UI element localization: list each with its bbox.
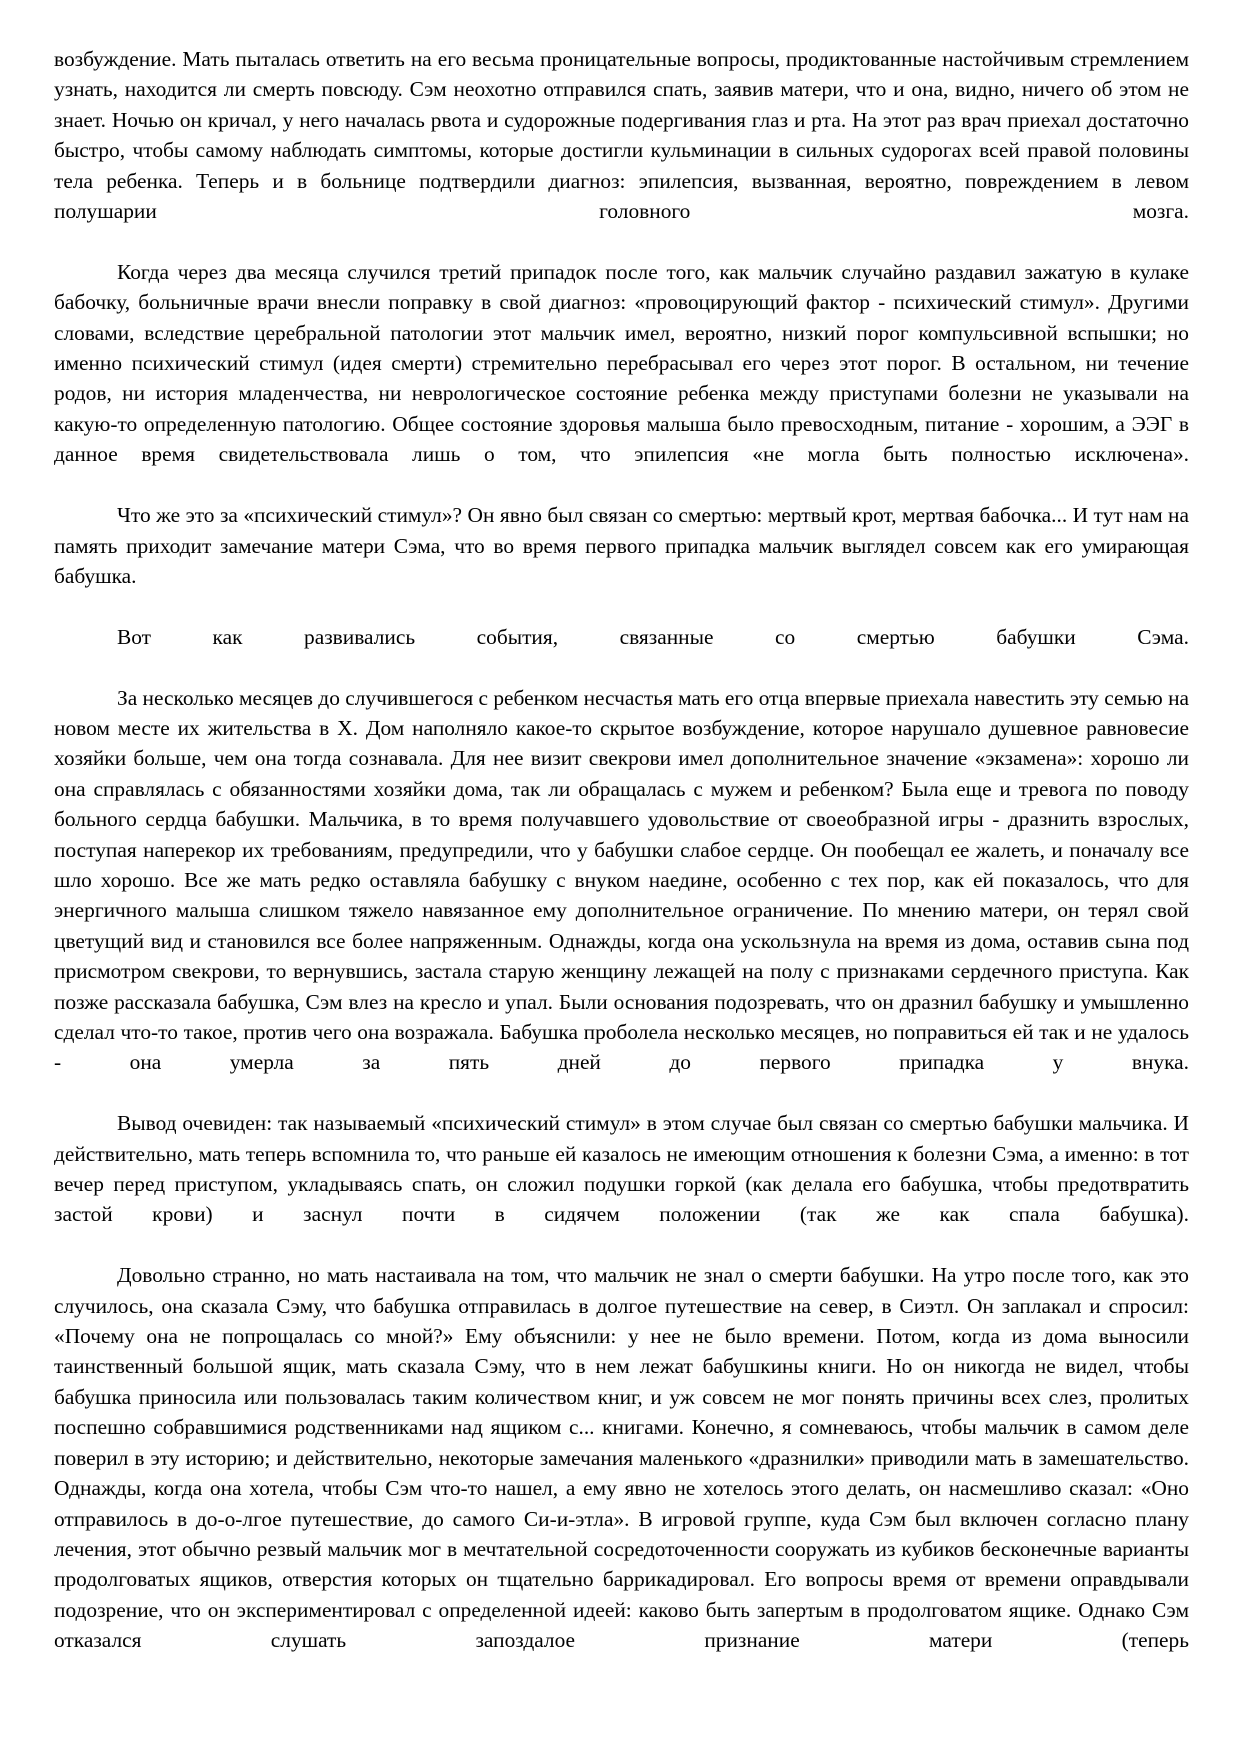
paragraph-3: Что же это за «психический стимул»? Он явно был связан со смертью: мертвый крот, мертвая бабочка... И тут нам на память приходит замечание матери Сэма, что во время первого припадка мальчик выглядел совсем как его умирающая бабушка.: [54, 503, 1189, 588]
paragraph-5: За несколько месяцев до случившегося с ребенком несчастья мать его отца впервые приехала навестить эту семью на новом месте их жительства в Х. Дом наполняло какое-то скрытое возбуждение, которое нарушало душевное равновесие хозяйки больше, чем она тогда сознавала. Для нее визит свекрови имел дополнительное значение «экзамена»: хорошо ли она справлялась с обязанностями хозяйки дома, так ли обращалась с мужем и ребенком? Была еще и тревога по поводу больного сердца бабушки. Мальчика, в то время получавшего удовольствие от своеобразной игры - дразнить взрослых, поступая наперекор их требованиям, предупредили, что у бабушки слабое сердце. Он пообещал ее жалеть, и поначалу все шло хорошо. Все же мать редко оставляла бабушку с внуком наедине, особенно с тех пор, как ей показалось, что для энергичного малыша слишком тяжело навязанное ему дополнительное ограничение. По мнению матери, он терял свой цветущий вид и становился все более напряженным. Однажды, когда она ускользнула на время из дома, оставив сына под присмотром свекрови, то вернувшись, застала старую женщину лежащей на полу с признаками сердечного приступа. Как позже рассказала бабушка, Сэм влез на кресло и упал. Были основания подозревать, что он дразнил бабушку и умышленно сделал что-то такое, против чего она возражала. Бабушка проболела несколько месяцев, но поправиться ей так и не удалось - она умерла за пять дней до первого припадка у внука.: [54, 685, 1190, 1075]
paragraph-1: возбуждение. Мать пыталась ответить на его весьма проницательные вопросы, продиктованные настойчивым стремлением узнать, находится ли смерть повсюду. Сэм неохотно отправился спать, заявив матери, что и она, видно, ничего об этом не знает. Ночью он кричал, у него началась рвота и судорожные подергивания глаз и рта. На этот раз врач приехал достаточно быстро, чтобы самому наблюдать симптомы, которые достигли кульминации в сильных судорогах всей правой половины тела ребенка. Теперь и в больнице подтвердили диагноз: эпилепсия, вызванная, вероятно, повреждением в левом полушарии головного мозга.: [54, 47, 1189, 224]
page-text-body: [54, 44, 1189, 1686]
paragraph-7: Довольно странно, но мать настаивала на том, что мальчик не знал о смерти бабушки. На утро после того, как это случилось, она сказала Сэму, что бабушка отправилась в долгое путешествие на север, в Сиэтл. Он заплакал и спросил: «Почему она не попрощалась со мной?» Ему объяснили: у нее не было времени. Потом, когда из дома выносили таинственный большой ящик, мать сказала Сэму, что в нем лежат бабушкины книги. Но он никогда не видел, чтобы бабушка приносила или пользовалась таким количеством книг, и уж совсем не мог понять причины всех слез, пролитых поспешно собравшимися родственниками над ящиком с... книгами. Конечно, я сомневаюсь, чтобы мальчик в самом деле поверил в эту историю; и действительно, некоторые замечания маленького «дразнилки» приводили мать в замешательство. Однажды, когда она хотела, чтобы Сэм что-то нашел, а ему явно не хотелось этого делать, он насмешливо сказал: «Оно отправилось в до-о-лгое путешествие, до самого Си-и-этла». В игровой группе, куда Сэм был включен согласно плану лечения, этот обычно резвый мальчик мог в мечтательной сосредоточенности сооружать из кубиков бесконечные варианты продолговатых ящиков, отверстия которых он тщательно баррикадировал. Его вопросы время от времени оправдывали подозрение, что он экспериментировал с определенной идеей: каково быть запертым в продолговатом ящике. Однако Сэм отказался слушать запоздалое признание матери (теперь: [54, 1263, 1189, 1653]
paragraph-6: Вывод очевиден: так называемый «психический стимул» в этом случае был связан со смертью бабушки мальчика. И действительно, мать теперь вспомнила то, что раньше ей казалось не имеющим отношения к болезни Сэма, а именно: в тот вечер перед приступом, укладываясь спать, он сложил подушки горкой (как делала его бабушка, чтобы предотвратить застой крови) и заснул почти в сидячем положении (так же как спала бабушка).: [54, 1111, 1189, 1227]
paragraph-4: Вот как развивались события, связанные со смертью бабушки Сэма.: [117, 624, 1189, 649]
paragraph-2: Когда через два месяца случился третий припадок после того, как мальчик случайно раздавил зажатую в кулаке бабочку, больничные врачи внесли поправку в свой диагноз: «провоцирующий фактор - психический стимул». Другими словами, вследствие церебральной патологии этот мальчик имел, вероятно, низкий порог компульсивной вспышки; но именно психический стимул (идея смерти) стремительно перебрасывал его через этот порог. В остальном, ни течение родов, ни история младенчества, ни неврологическое состояние ребенка между приступами болезни не указывали на какую-то определенную патологию. Общее состояние здоровья малыша было превосходным, питание - хорошим, а ЭЭГ в данное время свидетельствовала лишь о том, что эпилепсия «не могла быть полностью исключена».: [54, 259, 1189, 467]
